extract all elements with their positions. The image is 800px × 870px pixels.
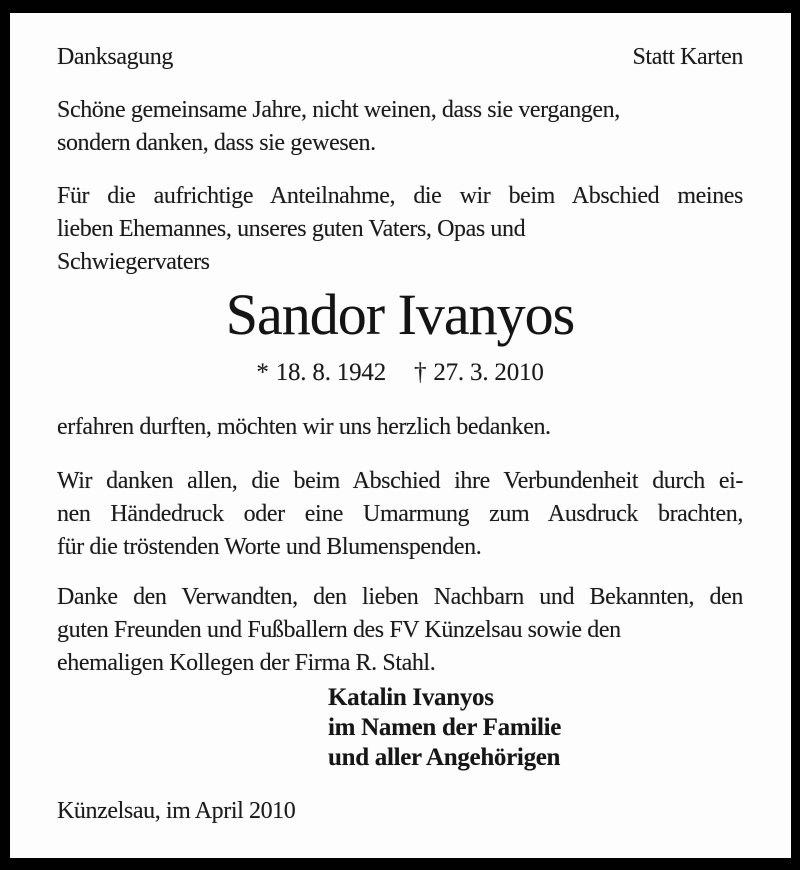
friends-thanks-paragraph — [57, 581, 743, 680]
text-line: guten Freunden und Fußballern des FV Künzelsau sowie den — [57, 617, 621, 643]
epigraph-paragraph — [57, 94, 743, 160]
signature-line-family: im Namen der Familie — [328, 714, 562, 741]
deceased-name: Sandor Ivanyos — [225, 282, 575, 347]
thanks-continuation-paragraph — [57, 411, 743, 444]
signature-block — [328, 683, 743, 773]
death-date — [414, 359, 544, 386]
notice-type-label: Danksagung — [57, 44, 173, 70]
birth-star-symbol: * — [256, 359, 269, 386]
text-line: Wir danken allen, die beim Abschied ihre Verbundenheit durch ei- — [57, 468, 743, 494]
place-dateline: Künzelsau, im April 2010 — [57, 798, 296, 824]
text-line: ehemaligen Kollegen der Firma R. Stahl. — [57, 650, 436, 676]
intro-paragraph — [57, 180, 743, 279]
text-line: Schwiegervaters — [57, 249, 210, 275]
birth-date — [256, 359, 386, 386]
death-date-value: 27. 3. 2010 — [433, 359, 544, 386]
text-line: nen Händedruck oder eine Umarmung zum Ausdruck brachten, — [57, 501, 743, 527]
text-line: Für die aufrichtige Anteilnahme, die wir beim Abschied meines — [57, 183, 743, 209]
text-line: Danke den Verwandten, den lieben Nachbarn und Bekannten, den — [57, 584, 743, 610]
obituary-page — [10, 13, 791, 858]
text-line: lieben Ehemannes, unseres guten Vaters, Opas und — [57, 216, 526, 242]
statt-karten-label: Statt Karten — [632, 44, 743, 70]
text-line: sondern danken, dass sie gewesen. — [57, 130, 376, 156]
life-dates — [57, 355, 743, 391]
birth-date-value: 18. 8. 1942 — [275, 359, 386, 386]
text-line: Schöne gemeinsame Jahre, nicht weinen, dass sie vergangen, — [57, 97, 620, 123]
condolence-thanks-paragraph — [57, 465, 743, 564]
signature-line-relatives: und aller Angehörigen — [328, 744, 561, 771]
header-row — [57, 41, 743, 74]
death-cross-symbol: † — [414, 359, 427, 386]
text-line: für die tröstenden Worte und Blumenspenden. — [57, 534, 482, 560]
text-line: erfahren durften, möchten wir uns herzlich bedanken. — [57, 414, 551, 440]
signature-name: Katalin Ivanyos — [328, 684, 494, 711]
